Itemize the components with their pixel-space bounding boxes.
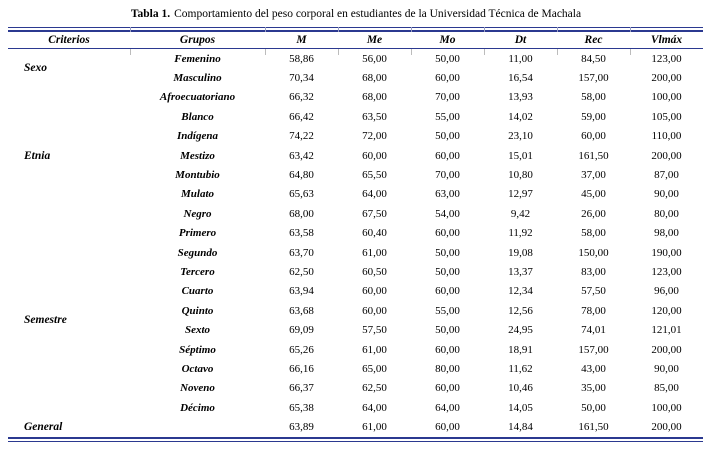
value-cell: 63,50 [362, 110, 387, 123]
value-cell: 60,50 [362, 265, 387, 278]
value-cell: 64,80 [289, 169, 314, 182]
value-cell: 190,00 [651, 246, 682, 259]
value-cell: 60,40 [362, 227, 387, 240]
value-cell: 70,00 [435, 169, 460, 182]
grupo-cell: Segundo [177, 246, 218, 259]
value-cell: 90,00 [654, 188, 679, 201]
value-cell: 60,00 [362, 304, 387, 317]
value-cell: 12,97 [508, 188, 533, 201]
column-tick [130, 27, 131, 32]
value-cell: 62,50 [362, 382, 387, 395]
value-cell: 60,00 [362, 285, 387, 298]
statistics-table-wrap [8, 27, 703, 442]
value-cell: 157,00 [578, 72, 609, 85]
criterio-label: Etnia [24, 149, 51, 162]
grupo-cell: Mulato [180, 188, 214, 201]
value-cell: 59,00 [581, 110, 606, 123]
value-cell: 105,00 [651, 110, 682, 123]
value-cell: 200,00 [651, 343, 682, 356]
value-cell: 24,95 [508, 324, 533, 337]
value-cell: 55,00 [435, 110, 460, 123]
col-header-criterios: Criterios [8, 32, 130, 49]
value-cell: 63,89 [289, 421, 314, 434]
value-cell: 50,00 [435, 265, 460, 278]
value-cell: 50,00 [435, 130, 460, 143]
value-cell: 80,00 [654, 207, 679, 220]
value-cell: 14,84 [508, 421, 533, 434]
table-header [8, 32, 703, 49]
value-cell: 90,00 [654, 362, 679, 375]
column-tick [484, 27, 485, 32]
value-cell: 66,16 [289, 362, 314, 375]
value-cell: 16,54 [508, 72, 533, 85]
value-cell: 37,00 [581, 169, 606, 182]
col-header-mo: Mo [411, 32, 484, 49]
value-cell: 50,00 [435, 324, 460, 337]
value-cell: 60,00 [435, 72, 460, 85]
value-cell: 68,00 [362, 91, 387, 104]
value-cell: 55,00 [435, 304, 460, 317]
value-cell: 60,00 [435, 285, 460, 298]
grupo-cell [130, 417, 265, 436]
value-cell: 61,00 [362, 343, 387, 356]
value-cell: 15,01 [508, 149, 533, 162]
value-cell: 60,00 [435, 382, 460, 395]
grupo-cell: Femenino [174, 52, 221, 65]
value-cell: 83,00 [581, 265, 606, 278]
value-cell: 13,93 [508, 91, 533, 104]
value-cell: 11,00 [508, 52, 533, 65]
criterio-label: Semestre [24, 314, 67, 327]
grupo-cell: Blanco [181, 110, 214, 123]
value-cell: 11,92 [508, 227, 533, 240]
value-cell: 43,00 [581, 362, 606, 375]
value-cell: 58,00 [581, 91, 606, 104]
value-cell: 63,94 [289, 285, 314, 298]
value-cell: 84,50 [581, 52, 606, 65]
grupo-cell: Primero [178, 227, 217, 240]
grupo-cell: Afroecuatoriano [159, 91, 236, 104]
table-row [8, 88, 703, 107]
table-row [8, 417, 703, 436]
table-caption [0, 0, 712, 21]
value-cell: 150,00 [578, 246, 609, 259]
value-cell: 87,00 [654, 169, 679, 182]
value-cell: 64,00 [362, 188, 387, 201]
value-cell: 96,00 [654, 285, 679, 298]
col-header-dt: Dt [484, 32, 557, 49]
value-cell: 66,42 [289, 110, 314, 123]
statistics-table [8, 32, 703, 437]
value-cell: 58,00 [581, 227, 606, 240]
value-cell: 64,00 [435, 401, 460, 414]
value-cell: 67,50 [362, 207, 387, 220]
column-tick [130, 49, 131, 55]
value-cell: 70,00 [435, 91, 460, 104]
value-cell: 63,58 [289, 227, 314, 240]
value-cell: 200,00 [651, 72, 682, 85]
grupo-cell: Cuarto [181, 285, 214, 298]
grupo-cell: Octavo [181, 362, 214, 375]
col-header-vlmax: Vlmáx [630, 32, 703, 49]
value-cell: 60,00 [435, 227, 460, 240]
value-cell: 110,00 [651, 130, 682, 143]
value-cell: 100,00 [651, 401, 682, 414]
col-header-rec: Rec [557, 32, 630, 49]
column-tick [265, 49, 266, 55]
value-cell: 65,00 [362, 362, 387, 375]
grupo-cell: Séptimo [179, 343, 216, 356]
grupo-cell: Décimo [180, 401, 215, 414]
value-cell: 60,00 [435, 149, 460, 162]
value-cell: 69,09 [289, 324, 314, 337]
value-cell: 11,62 [508, 362, 533, 375]
value-cell: 65,63 [289, 188, 314, 201]
value-cell: 85,00 [654, 382, 679, 395]
col-header-me: Me [338, 32, 411, 49]
value-cell: 12,56 [508, 304, 533, 317]
value-cell: 58,86 [289, 52, 314, 65]
column-tick [411, 27, 412, 32]
grupo-cell: Quinto [181, 304, 214, 317]
table-bottom-rule [8, 437, 703, 442]
value-cell: 65,26 [289, 343, 314, 356]
value-cell: 63,00 [435, 188, 460, 201]
value-cell: 61,00 [362, 421, 387, 434]
value-cell: 60,00 [362, 149, 387, 162]
value-cell: 57,50 [362, 324, 387, 337]
value-cell: 50,00 [435, 52, 460, 65]
table-row [8, 49, 703, 69]
grupo-cell: Masculino [173, 72, 222, 85]
value-cell: 72,00 [362, 130, 387, 143]
value-cell: 63,42 [289, 149, 314, 162]
value-cell: 57,50 [581, 285, 606, 298]
value-cell: 74,01 [581, 324, 606, 337]
value-cell: 60,00 [435, 343, 460, 356]
column-tick [338, 49, 339, 55]
value-cell: 74,22 [289, 130, 314, 143]
value-cell: 157,00 [578, 343, 609, 356]
value-cell: 9,42 [510, 207, 531, 220]
value-cell: 10,80 [508, 169, 533, 182]
grupo-cell: Negro [183, 207, 212, 220]
value-cell: 63,70 [289, 246, 314, 259]
value-cell: 100,00 [651, 91, 682, 104]
column-tick [557, 27, 558, 32]
column-tick [338, 27, 339, 32]
value-cell: 65,50 [362, 169, 387, 182]
value-cell: 60,00 [581, 130, 606, 143]
value-cell: 120,00 [651, 304, 682, 317]
value-cell: 60,00 [435, 421, 460, 434]
value-cell: 200,00 [651, 421, 682, 434]
table-caption-text: Comportamiento del peso corporal en estudiantes de la Universidad Técnica de Machala [174, 8, 582, 20]
value-cell: 63,68 [289, 304, 314, 317]
grupo-cell: Tercero [180, 265, 215, 278]
value-cell: 70,34 [289, 72, 314, 85]
value-cell: 80,00 [435, 362, 460, 375]
table-row [8, 224, 703, 243]
grupo-cell: Mestizo [180, 149, 215, 162]
table-caption-label: Tabla 1. [130, 8, 171, 20]
value-cell: 35,00 [581, 382, 606, 395]
table-body [8, 49, 703, 437]
criterio-label: Sexo [24, 62, 47, 75]
value-cell: 121,01 [651, 324, 682, 337]
value-cell: 66,37 [289, 382, 314, 395]
value-cell: 161,50 [578, 149, 609, 162]
value-cell: 64,00 [362, 401, 387, 414]
value-cell: 65,38 [289, 401, 314, 414]
header-row [8, 32, 703, 49]
criterio-label: General [24, 421, 63, 434]
grupo-cell: Montubio [175, 169, 220, 182]
column-tick [484, 49, 485, 55]
value-cell: 45,00 [581, 188, 606, 201]
value-cell: 14,05 [508, 401, 533, 414]
value-cell: 50,00 [435, 246, 460, 259]
value-cell: 12,34 [508, 285, 533, 298]
column-tick [630, 27, 631, 32]
value-cell: 23,10 [508, 130, 533, 143]
column-tick [557, 49, 558, 55]
column-tick [411, 49, 412, 55]
column-tick [630, 49, 631, 55]
value-cell: 200,00 [651, 149, 682, 162]
value-cell: 18,91 [508, 343, 533, 356]
value-cell: 66,32 [289, 91, 314, 104]
value-cell: 50,00 [581, 401, 606, 414]
grupo-cell: Noveno [180, 382, 215, 395]
value-cell: 161,50 [578, 421, 609, 434]
value-cell: 123,00 [651, 265, 682, 278]
value-cell: 68,00 [289, 207, 314, 220]
value-cell: 19,08 [508, 246, 533, 259]
column-tick [265, 27, 266, 32]
value-cell: 13,37 [508, 265, 533, 278]
value-cell: 98,00 [654, 227, 679, 240]
value-cell: 62,50 [289, 265, 314, 278]
value-cell: 61,00 [362, 246, 387, 259]
value-cell: 54,00 [435, 207, 460, 220]
grupo-cell: Sexto [184, 324, 211, 337]
value-cell: 56,00 [362, 52, 387, 65]
col-header-grupos: Grupos [130, 32, 265, 49]
value-cell: 14,02 [508, 110, 533, 123]
value-cell: 26,00 [581, 207, 606, 220]
value-cell: 123,00 [651, 52, 682, 65]
value-cell: 10,46 [508, 382, 533, 395]
value-cell: 68,00 [362, 72, 387, 85]
col-header-m: M [265, 32, 338, 49]
grupo-cell: Indígena [177, 130, 218, 143]
value-cell: 78,00 [581, 304, 606, 317]
